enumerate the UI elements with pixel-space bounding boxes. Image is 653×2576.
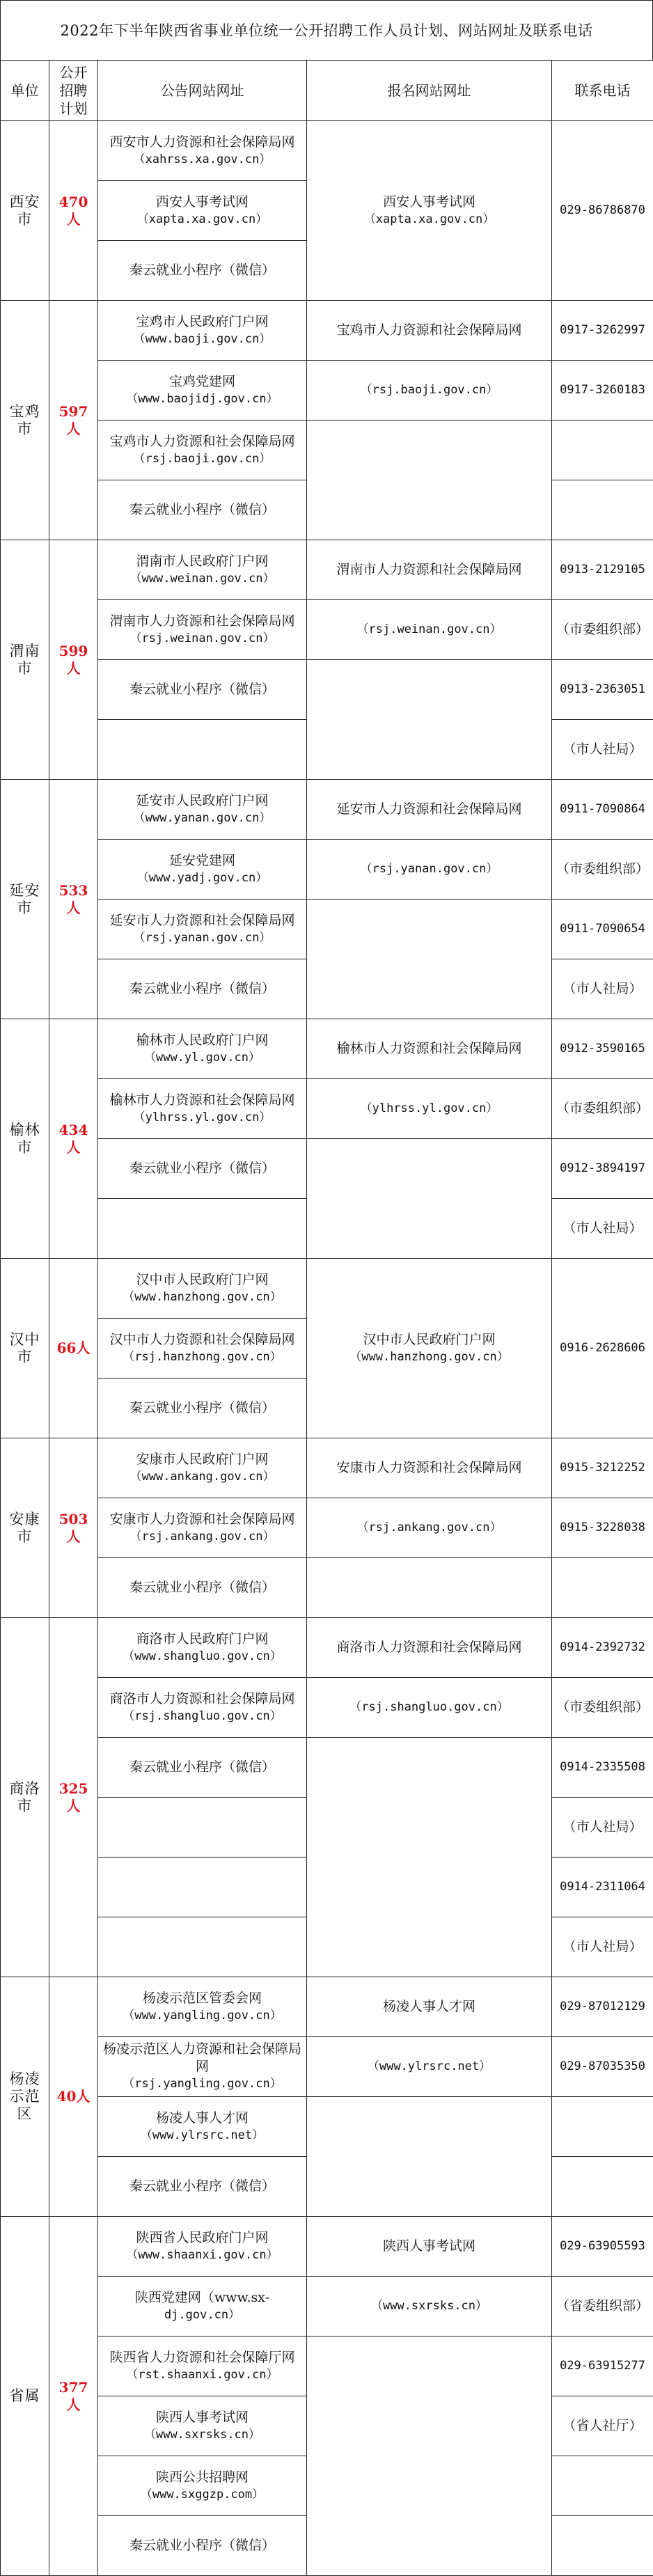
recruit-count-cell: 599人 <box>49 540 98 780</box>
announce-site-name: 杨凌示范区人力资源和社会保障局网 <box>102 2041 302 2075</box>
table-body <box>1 121 653 2576</box>
announce-site-cell <box>98 2396 307 2456</box>
register-site-empty-cell <box>307 660 552 780</box>
announce-site-name: 秦云就业小程序（微信） <box>102 681 302 698</box>
phone-cell: 0914-2311064 <box>552 1858 653 1917</box>
announce-site-cell <box>98 121 307 181</box>
phone-dept-cell: （市人社局） <box>552 1199 653 1259</box>
table-row <box>1 2217 653 2277</box>
register-site-cell <box>307 1618 552 1678</box>
register-site-cell <box>307 1019 552 1079</box>
announce-site-url[interactable]: （www.ankang.gov.cn） <box>102 1468 302 1486</box>
register-site-url[interactable]: （www.hanzhong.gov.cn） <box>311 1349 547 1366</box>
announce-site-cell <box>98 2456 307 2516</box>
announce-site-name: 秦云就业小程序（微信） <box>102 1160 302 1177</box>
register-site-cell <box>307 2277 552 2337</box>
announce-site-name: 宝鸡市人力资源和社会保障局网 <box>102 433 302 450</box>
announce-site-url[interactable]: （www.yangling.gov.cn） <box>102 2007 302 2025</box>
announce-site-url[interactable]: （www.ylrsrc.net） <box>102 2127 302 2144</box>
table-row <box>1 1438 653 1498</box>
unit-name-cell: 安康市 <box>1 1438 49 1618</box>
phone-dept-cell: （省人社厅） <box>552 2396 653 2456</box>
announce-site-name: 宝鸡市人民政府门户网 <box>102 313 302 331</box>
announce-site-name: 渭南市人民政府门户网 <box>102 553 302 570</box>
phone-cell: 029-63905593 <box>552 2217 653 2277</box>
announce-site-cell <box>98 1079 307 1139</box>
table-row <box>1 1977 653 2037</box>
phone-cell: 029-86786870 <box>552 121 653 301</box>
phone-cell: 029-87035350 <box>552 2037 653 2097</box>
announce-site-url[interactable]: （rsj.baoji.gov.cn） <box>102 450 302 468</box>
announce-site-name: 秦云就业小程序（微信） <box>102 1759 302 1776</box>
header-unit: 单位 <box>1 61 49 121</box>
table-row <box>1 2337 653 2396</box>
announce-site-url[interactable]: （www.sxggzp.com） <box>102 2486 302 2504</box>
unit-name-cell: 杨凌示范区 <box>1 1977 49 2217</box>
register-site-cell <box>307 2217 552 2277</box>
phone-cell: 0916-2628606 <box>552 1259 653 1438</box>
register-site-name: 榆林市人力资源和社会保障局网 <box>311 1040 547 1058</box>
announce-site-cell <box>98 2337 307 2396</box>
phone-cell: 0915-3212252 <box>552 1438 653 1498</box>
announce-site-cell <box>98 1379 307 1438</box>
table-row <box>1 1738 653 1798</box>
register-site-name: 陕西人事考试网 <box>311 2238 547 2255</box>
table-row <box>1 1618 653 1678</box>
announce-site-cell <box>98 959 307 1019</box>
table-row <box>1 600 653 660</box>
announce-site-name: 陕西党建网（www.sx- <box>102 2289 302 2307</box>
phone-dept-cell: （市人社局） <box>552 1798 653 1858</box>
announce-site-name: 延安市人力资源和社会保障局网 <box>102 912 302 929</box>
recruit-count-cell: 470人 <box>49 121 98 301</box>
announce-site-url[interactable]: （ylhrss.yl.gov.cn） <box>102 1109 302 1126</box>
announce-site-cell <box>98 1558 307 1618</box>
phone-cell <box>552 2157 653 2217</box>
phone-cell: 0917-3260183 <box>552 361 653 421</box>
announce-site-name: 渭南市人力资源和社会保障局网 <box>102 613 302 630</box>
announce-site-cell <box>98 421 307 480</box>
announce-site-name: 西安人事考试网 <box>102 194 302 211</box>
announce-site-url[interactable]: （rsj.yangling.gov.cn） <box>102 2075 302 2093</box>
phone-cell <box>552 2516 653 2576</box>
register-site-empty-cell <box>307 2337 552 2576</box>
announce-site-name: 榆林市人民政府门户网 <box>102 1032 302 1049</box>
announce-site-cell <box>98 1917 307 1977</box>
announce-site-url[interactable]: （rsj.weinan.gov.cn） <box>102 630 302 647</box>
register-site-empty-cell <box>307 900 552 1019</box>
unit-name-cell: 西安市 <box>1 121 49 301</box>
register-site-url[interactable]: （xapta.xa.gov.cn） <box>311 211 547 228</box>
announce-site-cell <box>98 900 307 959</box>
register-site-name: 商洛市人力资源和社会保障局网 <box>311 1639 547 1656</box>
announce-site-cell <box>98 1977 307 2037</box>
register-site-url[interactable]: （rsj.ankang.gov.cn） <box>311 1519 547 1537</box>
unit-name-cell: 延安市 <box>1 780 49 1019</box>
phone-cell <box>552 1558 653 1618</box>
phone-dept-cell: （市人社局） <box>552 1917 653 1977</box>
announce-site-cell <box>98 480 307 540</box>
unit-name-cell: 汉中市 <box>1 1259 49 1438</box>
phone-cell: 0911-7090654 <box>552 900 653 959</box>
announce-site-url[interactable]: （www.hanzhong.gov.cn） <box>102 1289 302 1306</box>
register-site-url[interactable]: （rsj.shangluo.gov.cn） <box>311 1699 547 1716</box>
register-site-cell <box>307 1678 552 1738</box>
announce-site-url[interactable]: （www.yadj.gov.cn） <box>102 870 302 887</box>
register-site-cell <box>307 1977 552 2037</box>
announce-site-name: 秦云就业小程序（微信） <box>102 501 302 519</box>
announce-site-name: 汉中市人力资源和社会保障局网 <box>102 1331 302 1349</box>
recruit-count-cell: 434人 <box>49 1019 98 1259</box>
announce-site-cell <box>98 1019 307 1079</box>
announce-site-cell <box>98 301 307 361</box>
register-site-url[interactable]: （rsj.baoji.gov.cn） <box>311 382 547 399</box>
register-site-cell <box>307 540 552 600</box>
register-site-name: 杨凌人事人才网 <box>311 1998 547 2016</box>
recruitment-table <box>0 60 653 2576</box>
register-site-url[interactable]: （rsj.weinan.gov.cn） <box>311 621 547 638</box>
announce-site-name: 安康市人力资源和社会保障局网 <box>102 1511 302 1528</box>
phone-dept-cell: （省委组织部） <box>552 2277 653 2337</box>
recruit-count-cell: 325人 <box>49 1618 98 1977</box>
announce-site-cell <box>98 1139 307 1199</box>
header-phone: 联系电话 <box>552 61 653 121</box>
announce-site-name: 延安市人民政府门户网 <box>102 792 302 810</box>
register-site-name: 西安人事考试网 <box>311 194 547 211</box>
announce-site-url[interactable]: （www.weinan.gov.cn） <box>102 570 302 588</box>
table-row <box>1 1019 653 1079</box>
announce-site-cell <box>98 1498 307 1558</box>
announce-site-cell <box>98 181 307 241</box>
announce-site-cell <box>98 241 307 301</box>
recruit-count-cell: 503人 <box>49 1438 98 1618</box>
document-title: 2022年下半年陕西省事业单位统一公开招聘工作人员计划、网站网址及联系电话 <box>0 0 653 60</box>
announce-site-name: 秦云就业小程序（微信） <box>102 1579 302 1596</box>
phone-dept-cell: （市人社局） <box>552 959 653 1019</box>
announce-site-cell <box>98 1618 307 1678</box>
header-announce: 公告网站网址 <box>98 61 307 121</box>
phone-cell: 029-87012129 <box>552 1977 653 2037</box>
register-site-empty-cell <box>307 1558 552 1618</box>
announce-site-name: 安康市人民政府门户网 <box>102 1451 302 1468</box>
announce-site-url[interactable]: （www.yl.gov.cn） <box>102 1049 302 1067</box>
announce-site-cell <box>98 600 307 660</box>
announce-site-name: 秦云就业小程序（微信） <box>102 262 302 279</box>
phone-dept-cell: （市人社局） <box>552 720 653 780</box>
announce-site-url[interactable]: （www.baoji.gov.cn） <box>102 331 302 348</box>
phone-cell: 0911-7090864 <box>552 780 653 840</box>
recruit-count-cell: 40人 <box>49 1977 98 2217</box>
register-site-url[interactable]: （www.ylrsrc.net） <box>311 2058 547 2075</box>
announce-site-name: 延安党建网 <box>102 852 302 870</box>
announce-site-cell <box>98 2217 307 2277</box>
register-site-cell <box>307 1498 552 1558</box>
announce-site-cell <box>98 1319 307 1379</box>
phone-cell <box>552 2097 653 2157</box>
register-site-name: 宝鸡市人力资源和社会保障局网 <box>311 322 547 339</box>
unit-name-cell: 榆林市 <box>1 1019 49 1259</box>
announce-site-url[interactable]: dj.gov.cn） <box>102 2307 302 2324</box>
announce-site-url[interactable]: （xapta.xa.gov.cn） <box>102 211 302 228</box>
announce-site-cell <box>98 2037 307 2097</box>
announce-site-name: 陕西公共招聘网 <box>102 2469 302 2486</box>
table-row <box>1 2097 653 2157</box>
register-site-cell <box>307 2037 552 2097</box>
recruit-count-cell: 66人 <box>49 1259 98 1438</box>
table-row <box>1 301 653 361</box>
announce-site-name: 杨凌示范区管委会网 <box>102 1990 302 2007</box>
announce-site-name: 西安市人力资源和社会保障局网 <box>102 134 302 151</box>
register-site-name: 渭南市人力资源和社会保障局网 <box>311 561 547 579</box>
header-register: 报名网站网址 <box>307 61 552 121</box>
table-row <box>1 421 653 480</box>
recruit-count-cell: 533人 <box>49 780 98 1019</box>
register-site-cell <box>307 1259 552 1438</box>
announce-site-cell <box>98 2097 307 2157</box>
phone-cell <box>552 2456 653 2516</box>
announce-site-name: 汉中市人民政府门户网 <box>102 1271 302 1289</box>
announce-site-cell <box>98 1798 307 1858</box>
announce-site-url[interactable]: （www.shaanxi.gov.cn） <box>102 2247 302 2264</box>
phone-cell: 0915-3228038 <box>552 1498 653 1558</box>
phone-cell: 0912-3590165 <box>552 1019 653 1079</box>
table-header-row <box>1 61 653 121</box>
register-site-url[interactable]: （www.sxrsks.cn） <box>311 2298 547 2315</box>
announce-site-cell <box>98 1259 307 1319</box>
register-site-cell <box>307 1079 552 1139</box>
recruit-count-cell: 597人 <box>49 301 98 540</box>
register-site-empty-cell <box>307 421 552 540</box>
phone-dept-cell: （市委组织部） <box>552 1678 653 1738</box>
table-row <box>1 361 653 421</box>
announce-site-name: 陕西省人民政府门户网 <box>102 2229 302 2247</box>
announce-site-url[interactable]: （www.sxrsks.cn） <box>102 2426 302 2444</box>
announce-site-url[interactable]: （rsj.shangluo.gov.cn） <box>102 1708 302 1725</box>
register-site-url[interactable]: （rsj.yanan.gov.cn） <box>311 861 547 878</box>
announce-site-cell <box>98 361 307 421</box>
table-row <box>1 1558 653 1618</box>
table-row <box>1 1079 653 1139</box>
table-row <box>1 1259 653 1319</box>
announce-site-name: 宝鸡党建网 <box>102 373 302 391</box>
announce-site-url[interactable]: （rst.shaanxi.gov.cn） <box>102 2366 302 2384</box>
phone-cell: 029-63915277 <box>552 2337 653 2396</box>
announce-site-name: 秦云就业小程序（微信） <box>102 2178 302 2195</box>
announce-site-url[interactable]: （xahrss.xa.gov.cn） <box>102 151 302 168</box>
announce-site-url[interactable]: （www.shangluo.gov.cn） <box>102 1648 302 1665</box>
header-count: 公开招聘计划 <box>49 61 98 121</box>
register-site-empty-cell <box>307 1139 552 1259</box>
table-row <box>1 540 653 600</box>
phone-cell: 0917-3262997 <box>552 301 653 361</box>
announce-site-cell <box>98 1858 307 1917</box>
phone-cell: 0914-2335508 <box>552 1738 653 1798</box>
unit-name-cell: 宝鸡市 <box>1 301 49 540</box>
table-row <box>1 900 653 959</box>
announce-site-cell <box>98 780 307 840</box>
announce-site-name: 秦云就业小程序（微信） <box>102 980 302 998</box>
announce-site-cell <box>98 840 307 900</box>
announce-site-url[interactable]: （rsj.ankang.gov.cn） <box>102 1528 302 1546</box>
register-site-cell <box>307 840 552 900</box>
register-site-cell <box>307 121 552 301</box>
announce-site-url[interactable]: （www.yanan.gov.cn） <box>102 810 302 827</box>
table-row <box>1 1498 653 1558</box>
register-site-name: 汉中市人民政府门户网 <box>311 1331 547 1349</box>
phone-cell: 0913-2129105 <box>552 540 653 600</box>
table-row <box>1 660 653 720</box>
announce-site-name: 杨凌人事人才网 <box>102 2110 302 2127</box>
register-site-cell <box>307 301 552 361</box>
announce-site-url[interactable]: （rsj.hanzhong.gov.cn） <box>102 1349 302 1366</box>
table-row <box>1 2037 653 2097</box>
phone-cell: 0912-3894197 <box>552 1139 653 1199</box>
phone-dept-cell: （市委组织部） <box>552 840 653 900</box>
register-site-empty-cell <box>307 2097 552 2217</box>
phone-dept-cell: （市委组织部） <box>552 1079 653 1139</box>
announce-site-cell <box>98 1738 307 1798</box>
register-site-name: 安康市人力资源和社会保障局网 <box>311 1459 547 1477</box>
announce-site-name: 陕西人事考试网 <box>102 2409 302 2426</box>
unit-name-cell: 省属 <box>1 2217 49 2576</box>
announce-site-cell <box>98 1678 307 1738</box>
phone-cell <box>552 421 653 480</box>
announce-site-name: 商洛市人力资源和社会保障局网 <box>102 1690 302 1708</box>
register-site-cell <box>307 1438 552 1498</box>
register-site-url[interactable]: （ylhrss.yl.gov.cn） <box>311 1100 547 1117</box>
phone-dept-cell: （市委组织部） <box>552 600 653 660</box>
register-site-cell <box>307 780 552 840</box>
register-site-name: 延安市人力资源和社会保障局网 <box>311 801 547 818</box>
announce-site-cell <box>98 1438 307 1498</box>
announce-site-cell <box>98 720 307 780</box>
register-site-cell <box>307 600 552 660</box>
announce-site-name: 陕西省人力资源和社会保障厅网 <box>102 2349 302 2366</box>
unit-name-cell: 渭南市 <box>1 540 49 780</box>
announce-site-cell <box>98 660 307 720</box>
announce-site-cell <box>98 2516 307 2576</box>
announce-site-cell <box>98 2277 307 2337</box>
table-row <box>1 840 653 900</box>
announce-site-url[interactable]: （rsj.yanan.gov.cn） <box>102 929 302 947</box>
phone-cell: 0914-2392732 <box>552 1618 653 1678</box>
unit-name-cell: 商洛市 <box>1 1618 49 1977</box>
register-site-empty-cell <box>307 1738 552 1977</box>
table-row <box>1 121 653 181</box>
recruit-count-cell: 377人 <box>49 2217 98 2576</box>
announce-site-name: 榆林市人力资源和社会保障局网 <box>102 1092 302 1109</box>
table-row <box>1 780 653 840</box>
announce-site-name: 商洛市人民政府门户网 <box>102 1631 302 1648</box>
announce-site-cell <box>98 1199 307 1259</box>
phone-cell: 0913-2363051 <box>552 660 653 720</box>
announce-site-url[interactable]: （www.baojidj.gov.cn） <box>102 391 302 408</box>
table-row <box>1 2277 653 2337</box>
announce-site-name: 秦云就业小程序（微信） <box>102 2537 302 2554</box>
announce-site-name: 秦云就业小程序（微信） <box>102 1399 302 1417</box>
register-site-cell <box>307 361 552 421</box>
table-row <box>1 1139 653 1199</box>
phone-cell <box>552 480 653 540</box>
announce-site-cell <box>98 540 307 600</box>
announce-site-cell <box>98 2157 307 2217</box>
table-row <box>1 1678 653 1738</box>
